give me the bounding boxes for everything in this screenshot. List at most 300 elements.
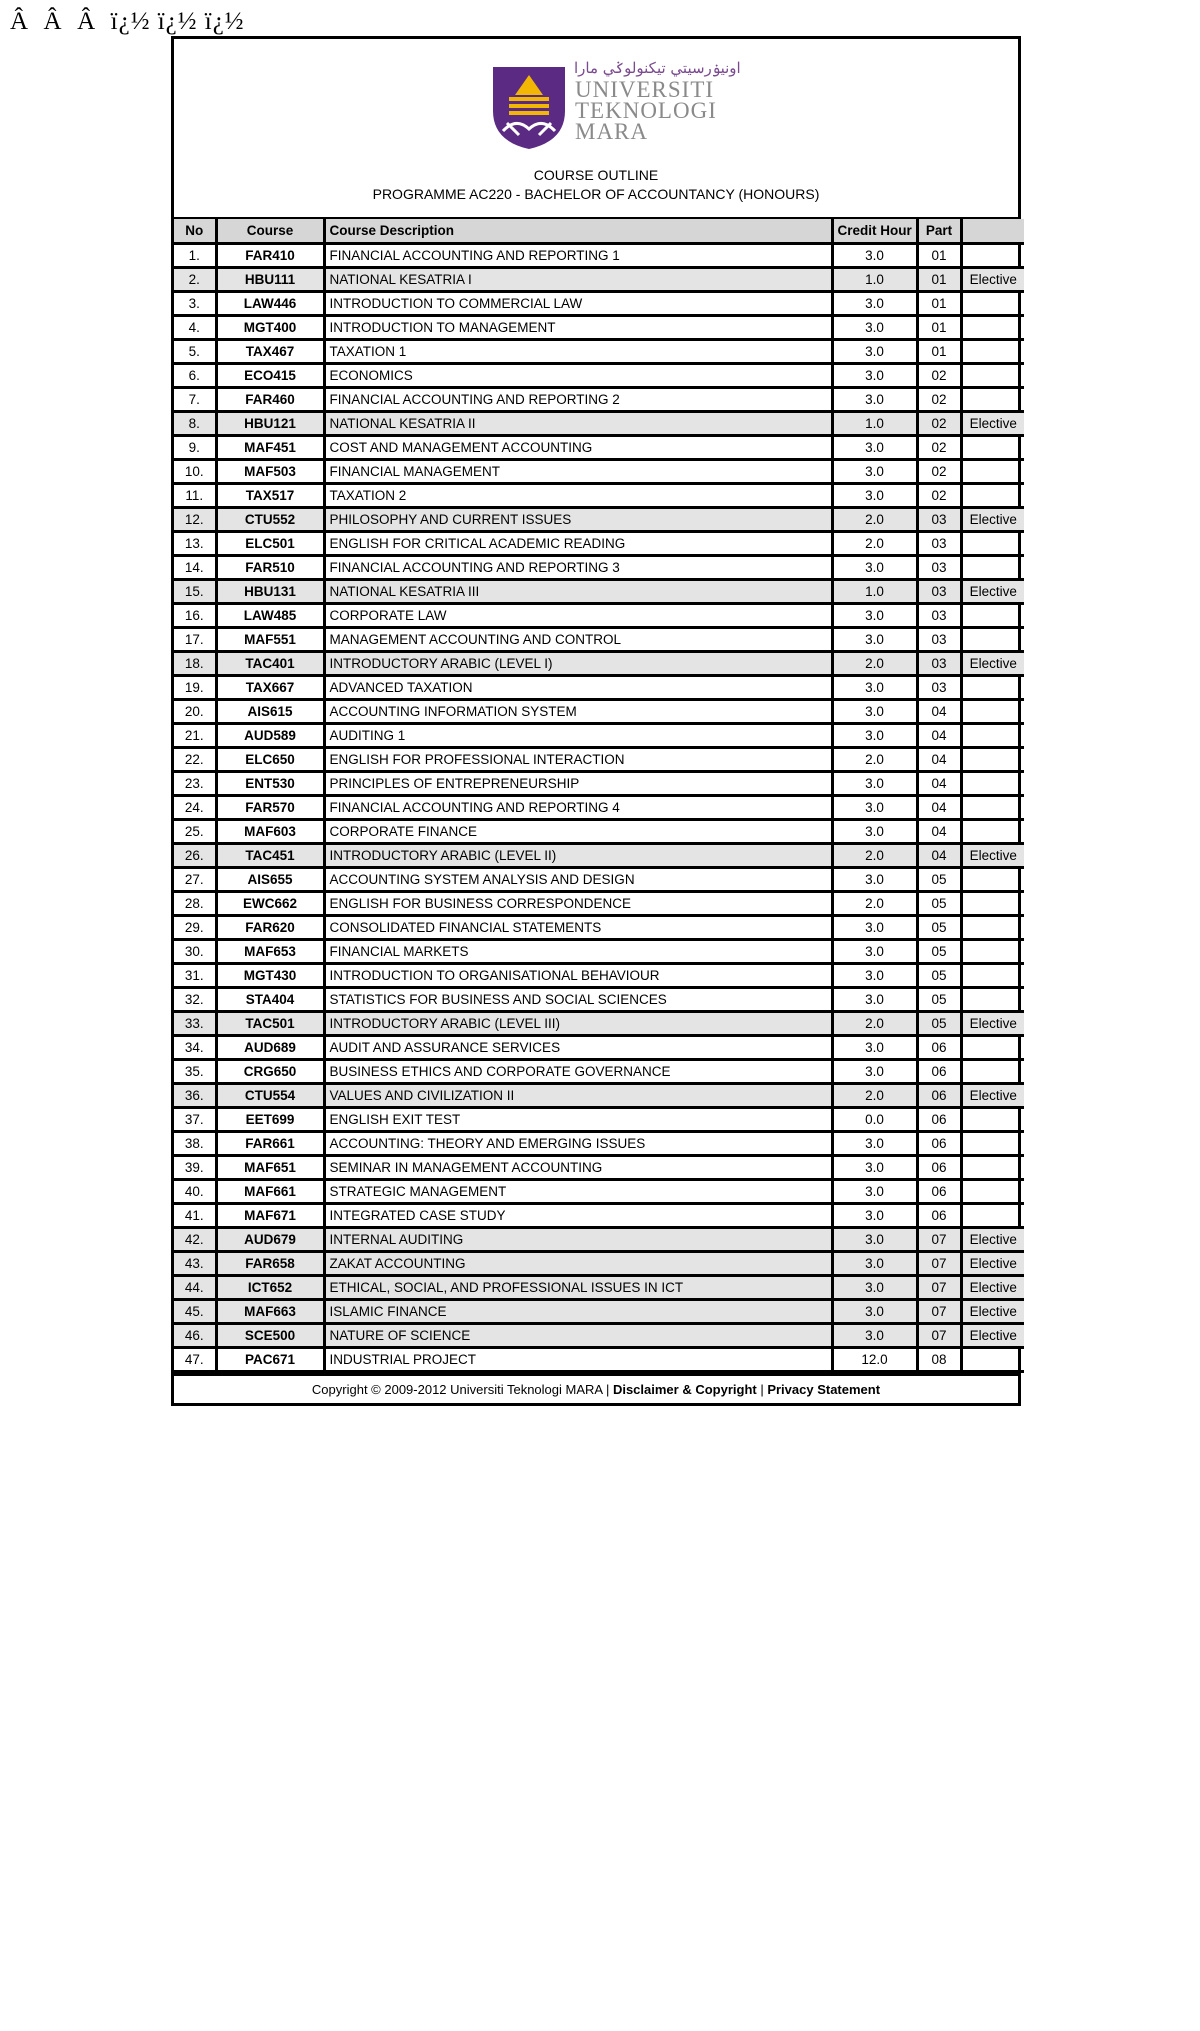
course-code: EWC662 [216, 892, 324, 916]
document-header [174, 39, 1018, 219]
elective-flag [961, 868, 1024, 892]
elective-flag [961, 724, 1024, 748]
course-description: NATURE OF SCIENCE [324, 1324, 832, 1348]
credit-hour: 3.0 [832, 628, 917, 652]
course-code: MAF663 [216, 1300, 324, 1324]
course-code: ENT530 [216, 772, 324, 796]
course-part: 03 [917, 580, 961, 604]
course-code: EET699 [216, 1108, 324, 1132]
course-number: 6. [174, 364, 216, 388]
course-description: TAXATION 2 [324, 484, 832, 508]
credit-hour: 3.0 [832, 700, 917, 724]
course-code: CTU554 [216, 1084, 324, 1108]
elective-flag [961, 244, 1024, 268]
course-description: INTRODUCTORY ARABIC (LEVEL I) [324, 652, 832, 676]
table-row [174, 388, 1024, 412]
course-description: FINANCIAL ACCOUNTING AND REPORTING 3 [324, 556, 832, 580]
table-row [174, 1156, 1024, 1180]
credit-hour: 3.0 [832, 964, 917, 988]
course-description: COST AND MANAGEMENT ACCOUNTING [324, 436, 832, 460]
course-code: FAR658 [216, 1252, 324, 1276]
table-row [174, 940, 1024, 964]
course-part: 03 [917, 532, 961, 556]
course-code: TAX517 [216, 484, 324, 508]
column-header-course: Course [216, 219, 324, 244]
course-code: AIS615 [216, 700, 324, 724]
course-code: CRG650 [216, 1060, 324, 1084]
elective-flag: Elective [961, 1324, 1024, 1348]
course-part: 07 [917, 1228, 961, 1252]
credit-hour: 3.0 [832, 1132, 917, 1156]
credit-hour: 2.0 [832, 508, 917, 532]
course-code: AUD589 [216, 724, 324, 748]
elective-flag: Elective [961, 508, 1024, 532]
course-description: ETHICAL, SOCIAL, AND PROFESSIONAL ISSUES IN ICT [324, 1276, 832, 1300]
table-row [174, 1060, 1024, 1084]
course-part: 02 [917, 436, 961, 460]
credit-hour: 3.0 [832, 1036, 917, 1060]
course-part: 05 [917, 868, 961, 892]
elective-flag [961, 388, 1024, 412]
credit-hour: 3.0 [832, 1228, 917, 1252]
course-number: 46. [174, 1324, 216, 1348]
table-row [174, 1084, 1024, 1108]
table-row [174, 676, 1024, 700]
course-part: 05 [917, 988, 961, 1012]
table-row [174, 1276, 1024, 1300]
course-number: 12. [174, 508, 216, 532]
course-description: ISLAMIC FINANCE [324, 1300, 832, 1324]
course-code: AUD689 [216, 1036, 324, 1060]
elective-flag [961, 964, 1024, 988]
credit-hour: 2.0 [832, 532, 917, 556]
credit-hour: 3.0 [832, 1204, 917, 1228]
course-description: FINANCIAL MANAGEMENT [324, 460, 832, 484]
table-row [174, 604, 1024, 628]
course-description: PHILOSOPHY AND CURRENT ISSUES [324, 508, 832, 532]
course-number: 34. [174, 1036, 216, 1060]
course-part: 03 [917, 508, 961, 532]
course-code: HBU111 [216, 268, 324, 292]
course-number: 20. [174, 700, 216, 724]
course-description: AUDIT AND ASSURANCE SERVICES [324, 1036, 832, 1060]
course-description: CORPORATE FINANCE [324, 820, 832, 844]
credit-hour: 2.0 [832, 1012, 917, 1036]
course-code: FAR410 [216, 244, 324, 268]
elective-flag [961, 604, 1024, 628]
column-header-part: Part [917, 219, 961, 244]
elective-flag: Elective [961, 1084, 1024, 1108]
course-part: 02 [917, 484, 961, 508]
course-outline-panel [171, 36, 1021, 1406]
course-part: 03 [917, 676, 961, 700]
course-number: 32. [174, 988, 216, 1012]
elective-flag [961, 1348, 1024, 1372]
table-row [174, 652, 1024, 676]
course-number: 9. [174, 436, 216, 460]
credit-hour: 3.0 [832, 988, 917, 1012]
elective-flag [961, 1108, 1024, 1132]
course-number: 10. [174, 460, 216, 484]
elective-flag [961, 1204, 1024, 1228]
table-row [174, 1180, 1024, 1204]
table-row [174, 748, 1024, 772]
course-number: 7. [174, 388, 216, 412]
course-description: MANAGEMENT ACCOUNTING AND CONTROL [324, 628, 832, 652]
course-number: 33. [174, 1012, 216, 1036]
course-part: 01 [917, 340, 961, 364]
credit-hour: 3.0 [832, 796, 917, 820]
course-description: FINANCIAL MARKETS [324, 940, 832, 964]
elective-flag [961, 436, 1024, 460]
table-row [174, 868, 1024, 892]
credit-hour: 1.0 [832, 412, 917, 436]
course-part: 01 [917, 268, 961, 292]
course-code: TAC401 [216, 652, 324, 676]
course-part: 07 [917, 1324, 961, 1348]
course-part: 03 [917, 628, 961, 652]
course-code: FAR510 [216, 556, 324, 580]
course-part: 01 [917, 316, 961, 340]
table-row [174, 1132, 1024, 1156]
elective-flag [961, 988, 1024, 1012]
course-description: FINANCIAL ACCOUNTING AND REPORTING 4 [324, 796, 832, 820]
course-part: 05 [917, 1012, 961, 1036]
credit-hour: 3.0 [832, 556, 917, 580]
elective-flag: Elective [961, 1228, 1024, 1252]
elective-flag [961, 1036, 1024, 1060]
course-part: 05 [917, 940, 961, 964]
course-description: NATIONAL KESATRIA III [324, 580, 832, 604]
credit-hour: 3.0 [832, 604, 917, 628]
course-code: FAR661 [216, 1132, 324, 1156]
course-part: 07 [917, 1276, 961, 1300]
wordmark-line: UNIVERSITI [575, 77, 715, 102]
course-code: ICT652 [216, 1276, 324, 1300]
course-code: HBU121 [216, 412, 324, 436]
course-code: SCE500 [216, 1324, 324, 1348]
course-part: 05 [917, 892, 961, 916]
table-row [174, 580, 1024, 604]
course-description: INDUSTRIAL PROJECT [324, 1348, 832, 1372]
table-row [174, 556, 1024, 580]
credit-hour: 3.0 [832, 868, 917, 892]
elective-flag [961, 316, 1024, 340]
table-row [174, 508, 1024, 532]
elective-flag [961, 1060, 1024, 1084]
credit-hour: 2.0 [832, 652, 917, 676]
elective-flag: Elective [961, 1300, 1024, 1324]
course-description: TAXATION 1 [324, 340, 832, 364]
course-number: 35. [174, 1060, 216, 1084]
credit-hour: 1.0 [832, 580, 917, 604]
course-description: ECONOMICS [324, 364, 832, 388]
credit-hour: 3.0 [832, 388, 917, 412]
course-number: 19. [174, 676, 216, 700]
course-number: 44. [174, 1276, 216, 1300]
course-part: 02 [917, 460, 961, 484]
credit-hour: 2.0 [832, 1084, 917, 1108]
elective-flag [961, 556, 1024, 580]
credit-hour: 12.0 [832, 1348, 917, 1372]
course-number: 27. [174, 868, 216, 892]
course-number: 43. [174, 1252, 216, 1276]
course-code: CTU552 [216, 508, 324, 532]
course-code: TAC501 [216, 1012, 324, 1036]
course-description: FINANCIAL ACCOUNTING AND REPORTING 1 [324, 244, 832, 268]
course-description: ACCOUNTING SYSTEM ANALYSIS AND DESIGN [324, 868, 832, 892]
privacy-statement-link[interactable]: Privacy Statement [767, 1382, 881, 1397]
course-number: 1. [174, 244, 216, 268]
course-number: 40. [174, 1180, 216, 1204]
course-part: 06 [917, 1204, 961, 1228]
course-part: 04 [917, 796, 961, 820]
course-code: ELC501 [216, 532, 324, 556]
course-number: 23. [174, 772, 216, 796]
course-description: ENGLISH FOR PROFESSIONAL INTERACTION [324, 748, 832, 772]
credit-hour: 3.0 [832, 460, 917, 484]
course-part: 01 [917, 292, 961, 316]
course-number: 4. [174, 316, 216, 340]
elective-flag [961, 628, 1024, 652]
course-code: MAF671 [216, 1204, 324, 1228]
table-row [174, 820, 1024, 844]
table-row [174, 1252, 1024, 1276]
course-code: STA404 [216, 988, 324, 1012]
table-row [174, 1036, 1024, 1060]
course-part: 03 [917, 604, 961, 628]
course-part: 06 [917, 1180, 961, 1204]
table-row [174, 628, 1024, 652]
elective-flag: Elective [961, 1276, 1024, 1300]
course-part: 05 [917, 916, 961, 940]
course-part: 06 [917, 1108, 961, 1132]
table-row [174, 1300, 1024, 1324]
page-footer [174, 1373, 1018, 1403]
elective-flag: Elective [961, 412, 1024, 436]
elective-flag [961, 1156, 1024, 1180]
course-description: CORPORATE LAW [324, 604, 832, 628]
elective-flag [961, 820, 1024, 844]
credit-hour: 2.0 [832, 892, 917, 916]
course-part: 06 [917, 1060, 961, 1084]
elective-flag [961, 796, 1024, 820]
course-description: NATIONAL KESATRIA I [324, 268, 832, 292]
course-number: 16. [174, 604, 216, 628]
credit-hour: 3.0 [832, 244, 917, 268]
course-number: 38. [174, 1132, 216, 1156]
elective-flag [961, 484, 1024, 508]
course-description: ENGLISH FOR CRITICAL ACADEMIC READING [324, 532, 832, 556]
table-row [174, 772, 1024, 796]
table-row [174, 412, 1024, 436]
table-row [174, 1228, 1024, 1252]
course-part: 04 [917, 772, 961, 796]
credit-hour: 3.0 [832, 1276, 917, 1300]
table-row [174, 268, 1024, 292]
course-code: MGT430 [216, 964, 324, 988]
credit-hour: 3.0 [832, 1156, 917, 1180]
course-part: 06 [917, 1084, 961, 1108]
course-number: 36. [174, 1084, 216, 1108]
course-number: 41. [174, 1204, 216, 1228]
course-part: 01 [917, 244, 961, 268]
course-part: 04 [917, 700, 961, 724]
course-part: 02 [917, 412, 961, 436]
table-row [174, 436, 1024, 460]
course-number: 28. [174, 892, 216, 916]
elective-flag [961, 700, 1024, 724]
course-part: 04 [917, 724, 961, 748]
university-wordmark [575, 79, 717, 142]
elective-flag [961, 1180, 1024, 1204]
course-number: 30. [174, 940, 216, 964]
course-code: LAW446 [216, 292, 324, 316]
course-number: 26. [174, 844, 216, 868]
course-part: 06 [917, 1156, 961, 1180]
course-number: 37. [174, 1108, 216, 1132]
uitm-logo [489, 59, 741, 151]
course-table-body [174, 244, 1024, 1372]
course-number: 31. [174, 964, 216, 988]
credit-hour: 1.0 [832, 268, 917, 292]
course-part: 06 [917, 1036, 961, 1060]
course-code: MAF603 [216, 820, 324, 844]
course-number: 47. [174, 1348, 216, 1372]
course-description: INTRODUCTION TO MANAGEMENT [324, 316, 832, 340]
course-code: MAF661 [216, 1180, 324, 1204]
credit-hour: 3.0 [832, 316, 917, 340]
column-header-elective [961, 219, 1024, 244]
course-description: ACCOUNTING INFORMATION SYSTEM [324, 700, 832, 724]
course-number: 15. [174, 580, 216, 604]
table-row [174, 724, 1024, 748]
course-number: 29. [174, 916, 216, 940]
elective-flag: Elective [961, 652, 1024, 676]
table-row [174, 916, 1024, 940]
programme-title: PROGRAMME AC220 - BACHELOR OF ACCOUNTANCY (HONOURS) [372, 186, 820, 202]
course-description: INTERNAL AUDITING [324, 1228, 832, 1252]
course-description: VALUES AND CIVILIZATION II [324, 1084, 832, 1108]
course-description: PRINCIPLES OF ENTREPRENEURSHIP [324, 772, 832, 796]
elective-flag [961, 364, 1024, 388]
elective-flag: Elective [961, 268, 1024, 292]
table-row [174, 1348, 1024, 1372]
course-code: FAR460 [216, 388, 324, 412]
credit-hour: 0.0 [832, 1108, 917, 1132]
course-number: 13. [174, 532, 216, 556]
course-part: 04 [917, 820, 961, 844]
course-code: MAF651 [216, 1156, 324, 1180]
course-number: 5. [174, 340, 216, 364]
table-row [174, 292, 1024, 316]
course-part: 06 [917, 1132, 961, 1156]
course-code: MAF653 [216, 940, 324, 964]
course-description: STATISTICS FOR BUSINESS AND SOCIAL SCIENCES [324, 988, 832, 1012]
course-number: 24. [174, 796, 216, 820]
course-part: 02 [917, 364, 961, 388]
elective-flag [961, 772, 1024, 796]
credit-hour: 3.0 [832, 1300, 917, 1324]
credit-hour: 3.0 [832, 340, 917, 364]
table-row [174, 532, 1024, 556]
course-description: NATIONAL KESATRIA II [324, 412, 832, 436]
wordmark-line: MARA [575, 119, 649, 144]
copyright-text: Copyright © 2009-2012 Universiti Teknologi MARA | [311, 1382, 613, 1397]
footer-separator: | [756, 1382, 768, 1397]
course-code: HBU131 [216, 580, 324, 604]
course-number: 22. [174, 748, 216, 772]
elective-flag [961, 892, 1024, 916]
table-row [174, 1012, 1024, 1036]
course-part: 02 [917, 388, 961, 412]
credit-hour: 3.0 [832, 484, 917, 508]
elective-flag [961, 676, 1024, 700]
course-code: TAC451 [216, 844, 324, 868]
column-header-no: No [174, 219, 216, 244]
course-code: TAX467 [216, 340, 324, 364]
credit-hour: 3.0 [832, 820, 917, 844]
elective-flag [961, 340, 1024, 364]
course-code: TAX667 [216, 676, 324, 700]
table-row [174, 1108, 1024, 1132]
elective-flag [961, 460, 1024, 484]
course-code: AUD679 [216, 1228, 324, 1252]
course-part: 08 [917, 1348, 961, 1372]
course-description: ADVANCED TAXATION [324, 676, 832, 700]
course-code: FAR620 [216, 916, 324, 940]
table-header-row [174, 219, 1024, 244]
course-part: 07 [917, 1300, 961, 1324]
elective-flag [961, 748, 1024, 772]
table-row [174, 892, 1024, 916]
course-code: PAC671 [216, 1348, 324, 1372]
course-code: MAF551 [216, 628, 324, 652]
course-description: ACCOUNTING: THEORY AND EMERGING ISSUES [324, 1132, 832, 1156]
column-header-credit-hour: Credit Hour [832, 219, 917, 244]
course-description: CONSOLIDATED FINANCIAL STATEMENTS [324, 916, 832, 940]
table-row [174, 364, 1024, 388]
table-row [174, 316, 1024, 340]
course-number: 11. [174, 484, 216, 508]
course-part: 03 [917, 556, 961, 580]
course-code: AIS655 [216, 868, 324, 892]
disclaimer-link[interactable]: Disclaimer & Copyright [612, 1382, 757, 1397]
course-description: ENGLISH EXIT TEST [324, 1108, 832, 1132]
credit-hour: 3.0 [832, 292, 917, 316]
course-number: 2. [174, 268, 216, 292]
course-code: FAR570 [216, 796, 324, 820]
course-number: 18. [174, 652, 216, 676]
uitm-crest-icon [489, 65, 569, 151]
course-number: 42. [174, 1228, 216, 1252]
credit-hour: 3.0 [832, 1180, 917, 1204]
course-description: BUSINESS ETHICS AND CORPORATE GOVERNANCE [324, 1060, 832, 1084]
course-description: ZAKAT ACCOUNTING [324, 1252, 832, 1276]
course-part: 04 [917, 748, 961, 772]
course-code: ELC650 [216, 748, 324, 772]
course-description: INTRODUCTORY ARABIC (LEVEL III) [324, 1012, 832, 1036]
credit-hour: 3.0 [832, 676, 917, 700]
table-row [174, 964, 1024, 988]
column-header-description: Course Description [324, 219, 832, 244]
course-number: 17. [174, 628, 216, 652]
course-code: MAF503 [216, 460, 324, 484]
course-code: MAF451 [216, 436, 324, 460]
course-part: 07 [917, 1252, 961, 1276]
elective-flag [961, 940, 1024, 964]
credit-hour: 3.0 [832, 916, 917, 940]
